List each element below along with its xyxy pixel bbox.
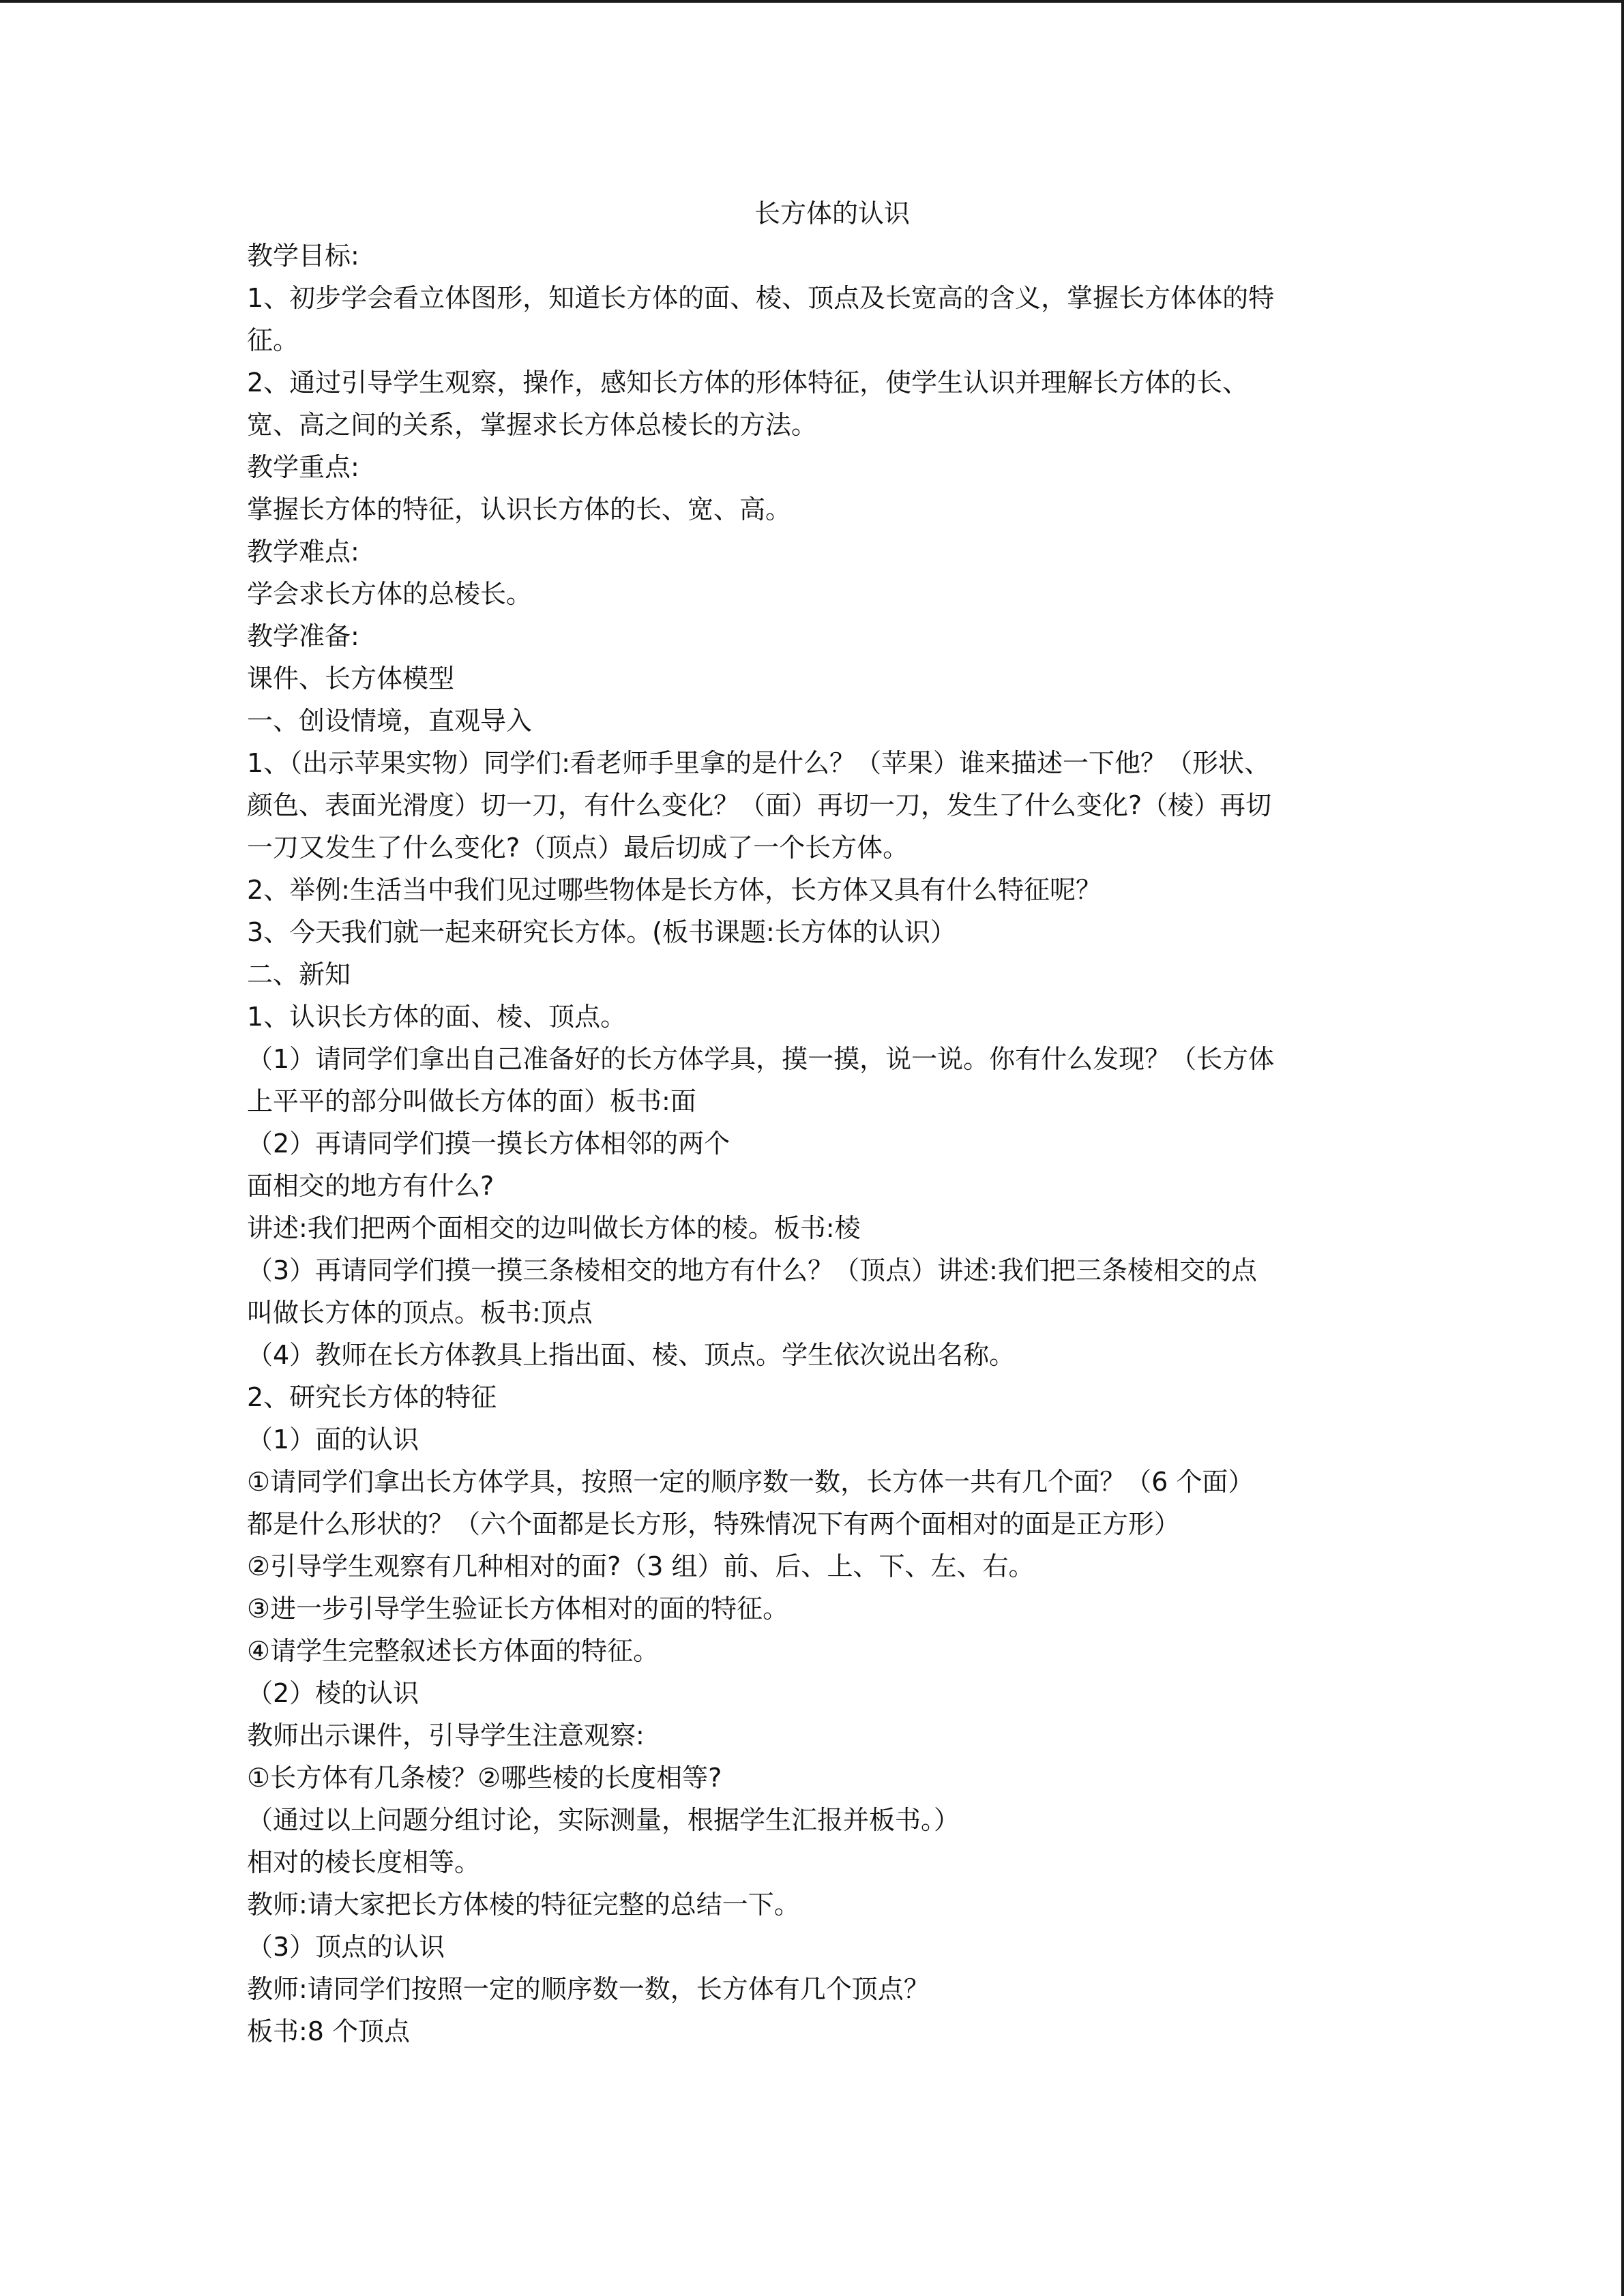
text-line: ③进一步引导学生验证长方体相对的面的特征。 — [247, 1594, 789, 1624]
text-line: 教师:请大家把长方体棱的特征完整的总结一下。 — [247, 1890, 800, 1920]
text-line: （4）教师在长方体教具上指出面、棱、顶点。学生依次说出名称。 — [247, 1340, 1016, 1370]
text-line: 教师:请同学们按照一定的顺序数一数，长方体有几个顶点？ — [247, 1974, 930, 2004]
text-line: 上平平的部分叫做长方体的面）板书:面 — [247, 1086, 696, 1116]
text-line: （2）棱的认识 — [247, 1678, 419, 1708]
text-line: 2、研究长方体的特征 — [247, 1382, 497, 1412]
document-title: 长方体的认识 — [754, 198, 910, 228]
text-line: 二、新知 — [247, 959, 351, 989]
page-right-border — [1621, 0, 1624, 2296]
text-line: （3）顶点的认识 — [247, 1932, 445, 1962]
text-line: 一、创设情境，直观导入 — [247, 706, 533, 736]
text-line: （1）请同学们拿出自己准备好的长方体学具，摸一摸，说一说。你有什么发现？（长方体 — [247, 1044, 1275, 1074]
text-line: 征。 — [247, 325, 299, 355]
text-line: 面相交的地方有什么? — [247, 1171, 494, 1201]
text-line: ①长方体有几条棱？②哪些棱的长度相等? — [247, 1763, 722, 1793]
text-line: ④请学生完整叙述长方体面的特征。 — [247, 1636, 660, 1666]
text-line: 板书:8 个顶点 — [247, 2016, 411, 2046]
text-line: 教学目标: — [247, 241, 359, 271]
text-line: 1、初步学会看立体图形，知道长方体的面、棱、顶点及长宽高的含义，掌握长方体体的特 — [247, 283, 1275, 313]
document-body — [247, 235, 1379, 2053]
text-line: （1）面的认识 — [247, 1425, 419, 1455]
text-line: 相对的棱长度相等。 — [247, 1847, 481, 1877]
page-top-border — [0, 0, 1624, 3]
text-line: 课件、长方体模型 — [247, 664, 455, 694]
text-line: 都是什么形状的？（六个面都是长方形，特殊情况下有两个面相对的面是正方形） — [247, 1509, 1181, 1539]
text-line: （3）再请同学们摸一摸三条棱相交的地方有什么？（顶点）讲述:我们把三条棱相交的点 — [247, 1255, 1257, 1285]
text-line: 掌握长方体的特征，认识长方体的长、宽、高。 — [247, 494, 792, 524]
text-line: 2、通过引导学生观察，操作，感知长方体的形体特征，使学生认识并理解长方体的长、 — [247, 368, 1249, 398]
text-line: 讲述:我们把两个面相交的边叫做长方体的棱。板书:棱 — [247, 1213, 861, 1243]
text-line: 教学重点: — [247, 452, 359, 482]
text-line: 1、认识长方体的面、棱、顶点。 — [247, 1002, 627, 1032]
text-line: 3、今天我们就一起来研究长方体。(板书课题:长方体的认识） — [247, 917, 956, 947]
text-line: 颜色、表面光滑度）切一刀，有什么变化？（面）再切一刀，发生了什么变化?（棱）再切 — [247, 790, 1272, 820]
document-page — [247, 192, 1379, 2053]
text-line: ②引导学生观察有几种相对的面?（3 组）前、后、上、下、左、右。 — [247, 1551, 1035, 1581]
text-line: 叫做长方体的顶点。板书:顶点 — [247, 1298, 593, 1328]
text-line: 宽、高之间的关系，掌握求长方体总棱长的方法。 — [247, 410, 818, 440]
text-line: 一刀又发生了什么变化?（顶点）最后切成了一个长方体。 — [247, 833, 909, 863]
text-line: （2）再请同学们摸一摸长方体相邻的两个 — [247, 1129, 730, 1159]
text-line: 教师出示课件，引导学生注意观察: — [247, 1720, 645, 1750]
text-line: （通过以上问题分组讨论，实际测量，根据学生汇报并板书。） — [247, 1805, 960, 1835]
text-line: 2、举例:生活当中我们见过哪些物体是长方体，长方体又具有什么特征呢？ — [247, 875, 1102, 905]
text-line: 教学准备: — [247, 621, 359, 651]
text-line: 学会求长方体的总棱长。 — [247, 579, 533, 609]
text-line: 教学难点: — [247, 537, 359, 567]
text-line: 1、（出示苹果实物）同学们:看老师手里拿的是什么？（苹果）谁来描述一下他？（形状、 — [247, 748, 1270, 778]
text-line: ①请同学们拿出长方体学具，按照一定的顺序数一数，长方体一共有几个面？（6 个面） — [247, 1467, 1254, 1497]
